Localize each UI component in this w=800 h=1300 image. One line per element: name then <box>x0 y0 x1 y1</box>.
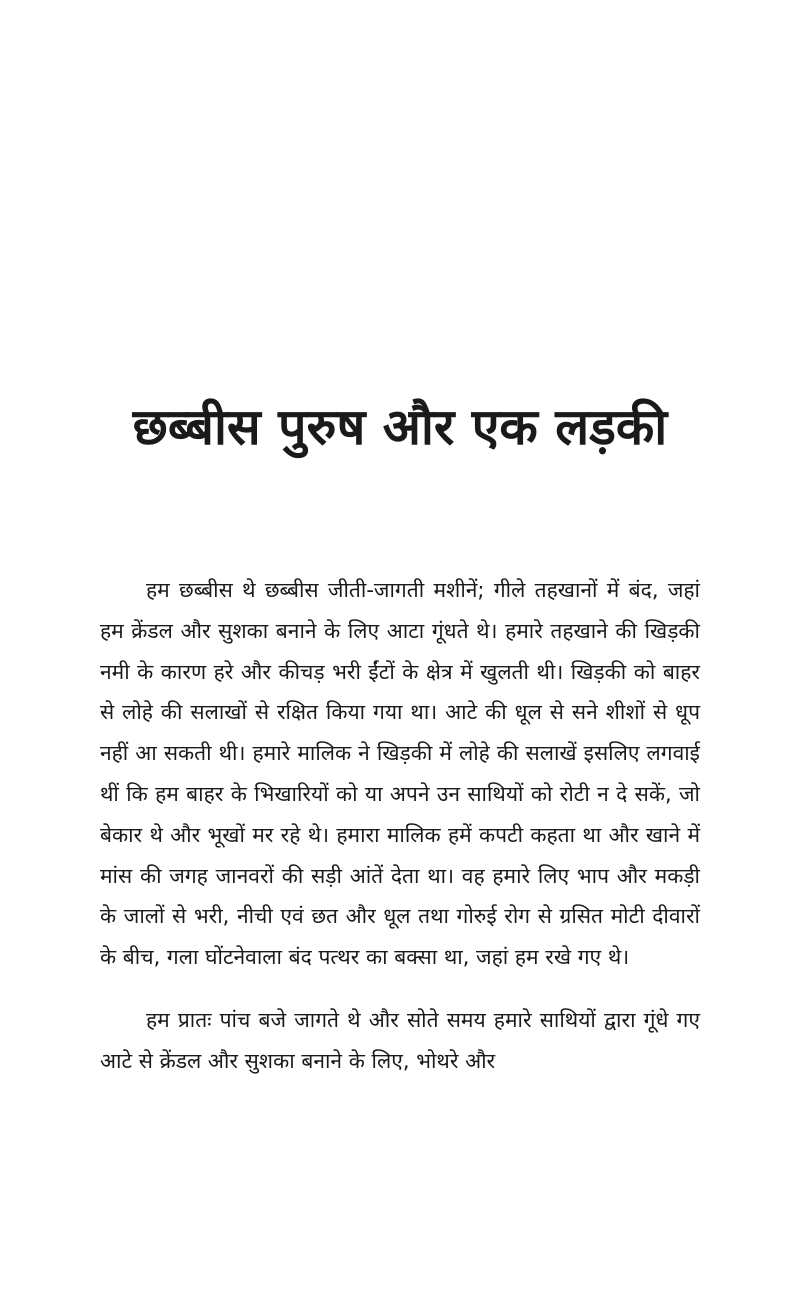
chapter-body <box>100 570 700 1104</box>
paragraph-2: हम प्रातः पांच बजे जागते थे और सोते समय हमारे साथियों द्वारा गूंधे गए आटे से क्रेंडल और सुशका बनाने के लिए, भोथरे और <box>100 1007 700 1073</box>
chapter-title: छब्बीस पुरुष और एक लड़की <box>132 398 668 456</box>
paragraph-1: हम छब्बीस थे छब्बीस जीती-जागती मशीनें; गीले तहखानों में बंद, जहां हम क्रेंडल और सुशका बनाने के लिए आटा गूंधते थे। हमारे तहखाने की खिड़की नमी के कारण हरे और कीचड़ भरी ईंटों के क्षेत्र में खुलती थी। खिड़की को बाहर से लोहे की सलाखों से रक्षित किया गया था। आटे की धूल से सने शीशों से धूप नहीं आ सकती थी। हमारे मालिक ने खिड़की में लोहे की सलाखें इसलिए लगवाई थीं कि हम बाहर के भिखारियों को या अपने उन साथियों को रोटी न दे सकें, जो बेकार थे और भूखों मर रहे थे। हमारा मालिक हमें कपटी कहता था और खाने में मांस की जगह जानवरों की सड़ी आंतें देता था। वह हमारे लिए भाप और मकड़ी के जालों से भरी, नीची एवं छत और धूल तथा गोरुई रोग से ग्रसित मोटी दीवारों के बीच, गला घोंटनेवाला बंद पत्थर का बक्सा था, जहां हम रखे गए थे। <box>100 578 700 970</box>
